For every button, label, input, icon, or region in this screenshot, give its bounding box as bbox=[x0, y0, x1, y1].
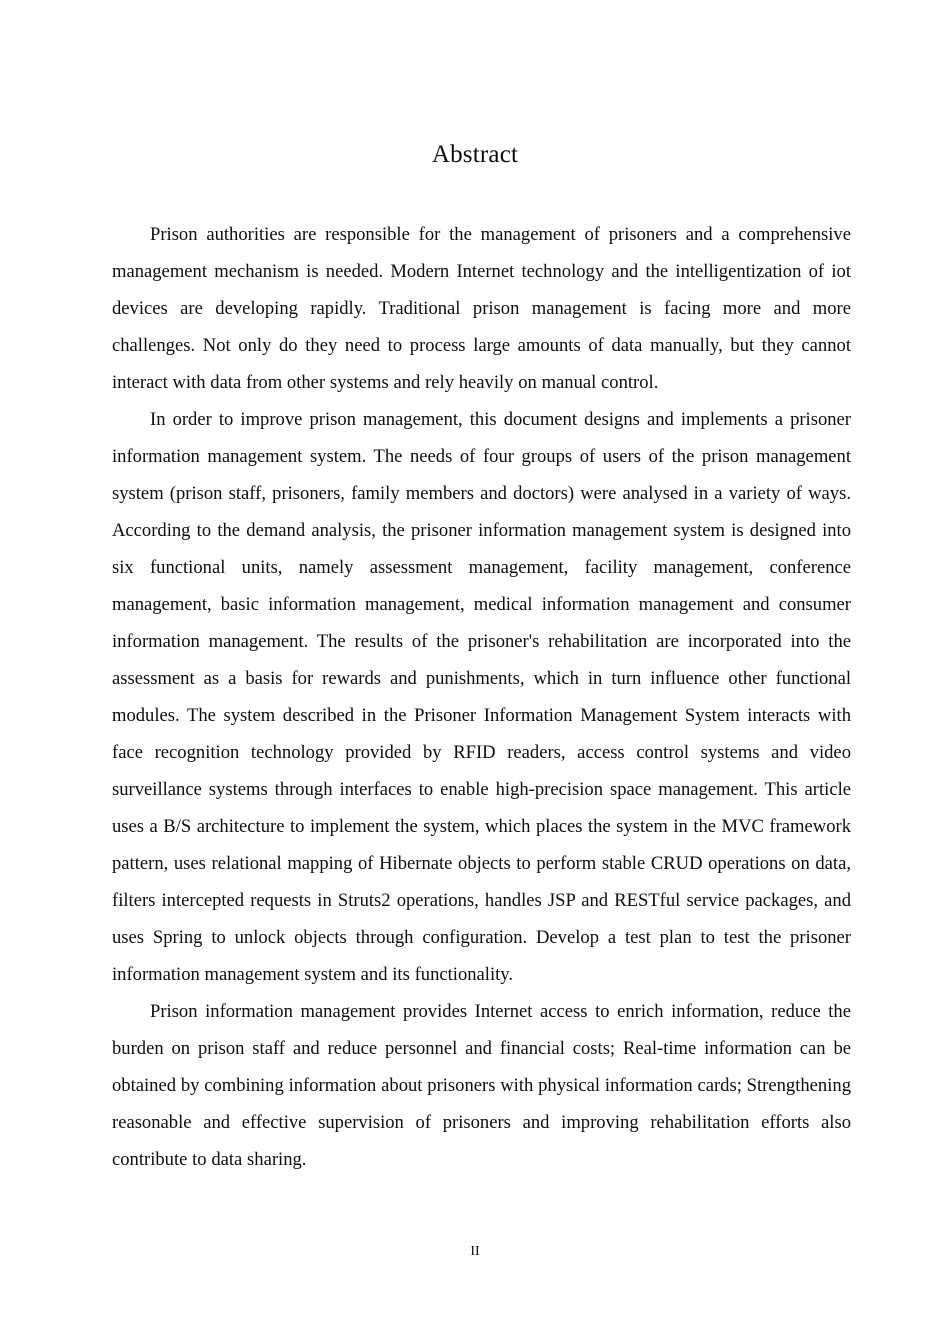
page-title: Abstract bbox=[431, 140, 519, 168]
abstract-paragraph-3: Prison information management provides Internet access to enrich information, reduce the burden on prison staff and reduce personnel and financial costs; Real-time information can be obtained by combining information about prisoners with physical information cards; Strengthening reasonable and effective supervision of prisoners and improving rehabilitation efforts also contribute to data sharing. bbox=[112, 1001, 851, 1170]
abstract-paragraph-1: Prison authorities are responsible for the management of prisoners and a comprehensive management mechanism is needed. Modern Internet technology and the intelligentization of iot devices are developing rapidly. Traditional prison management is facing more and more challenges. Not only do they need to process large amounts of data manually, but they cannot interact with data from other systems and rely heavily on manual control. bbox=[112, 224, 851, 393]
page-number: II bbox=[470, 1244, 480, 1259]
abstract-paragraph-2: In order to improve prison management, this document designs and implements a prisoner information management system. The needs of four groups of users of the prison management system (prison staff, prisoners, family members and doctors) were analysed in a variety of ways. According to the demand analysis, the prisoner information management system is designed into six functional units, namely assessment management, facility management, conference management, basic information management, medical information management and consumer information management. The results of the prisoner's rehabilitation are incorporated into the assessment as a basis for rewards and punishments, which in turn influence other functional modules. The system described in the Prisoner Information Management System interacts with face recognition technology provided by RFID readers, access control systems and video surveillance systems through interfaces to enable high-precision space management. This article uses a B/S architecture to implement the system, which places the system in the MVC framework pattern, uses relational mapping of Hibernate objects to perform stable CRUD operations on data, filters intercepted requests in Struts2 operations, handles JSP and RESTful service packages, and uses Spring to unlock objects through configuration. Develop a test plan to test the prisoner information management system and its functionality. bbox=[112, 409, 851, 985]
abstract-body bbox=[112, 216, 851, 1178]
